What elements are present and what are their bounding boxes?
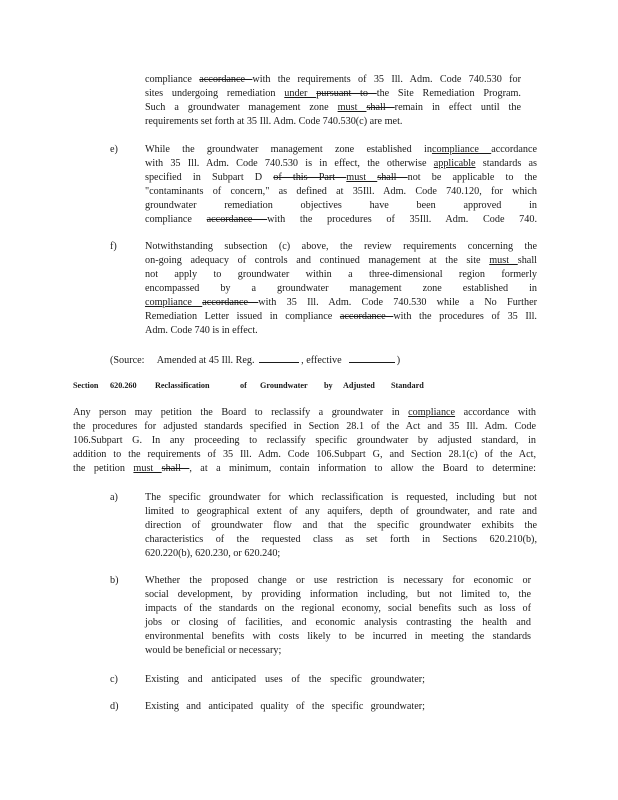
source-close: ) (396, 355, 401, 366)
text-run: Notwithstanding subsection (c) above, the review requirements concerning the (145, 241, 537, 252)
text-run: 620.220(b), 620.230, or 620.240; (145, 548, 281, 559)
text-line (145, 199, 537, 213)
text-line (73, 448, 536, 462)
inserted-text: must (489, 255, 518, 266)
text-line (145, 73, 521, 87)
text-run: Any person may petition the Board to reclassify a groundwater in (73, 407, 409, 418)
text-line (145, 547, 280, 561)
text-line (145, 143, 537, 157)
text-run: Remediation Letter issued in compliance (145, 311, 340, 322)
text-run: , at a minimum, contain information to allow the Board to determine: (189, 463, 536, 474)
text-run: social development, by providing information including, but not limited to, the (145, 589, 531, 600)
text-run: "contaminants of concern," as defined at 35Ill. Adm. Code 740.120, for which (145, 186, 537, 197)
text-run: Existing and anticipated uses of the specific groundwater; (145, 674, 425, 685)
text-run: not apply to groundwater within a three-dimensional region formerly (145, 269, 537, 280)
text-line (73, 420, 536, 434)
text-run: 106.Subpart G. In any proceeding to reclassify specific groundwater by adjusted standard, in (73, 435, 536, 446)
text-line (145, 282, 537, 296)
item-c-marker: c) (110, 674, 118, 685)
text-run: sites undergoing remediation (145, 88, 285, 99)
deleted-text: of this Part (273, 172, 347, 183)
text-line (145, 700, 425, 714)
text-line (145, 101, 521, 115)
inserted-text: compliance (431, 144, 492, 155)
text-run: the procedures for adjusted standards specified in Section 28.1 of the Act and 35 Ill. Adm. Code (73, 421, 536, 432)
deleted-text: shall (377, 172, 408, 183)
text-run: encompassed by a groundwater management zone established in (145, 283, 537, 294)
item-b-marker: b) (110, 575, 119, 586)
text-run: Whether the proposed change or use restriction is necessary for economic or (145, 575, 531, 586)
inserted-text: under (284, 88, 317, 99)
deleted-text: accordance (202, 297, 259, 308)
text-line (145, 324, 258, 338)
text-line (145, 185, 537, 199)
text-run: the petition (73, 463, 134, 474)
inserted-text: must (337, 102, 367, 113)
text-line (145, 644, 281, 658)
text-line (145, 115, 402, 129)
text-run: remain in effect until the (394, 102, 521, 113)
text-line (73, 462, 536, 476)
text-line (145, 602, 531, 616)
text-run: accordance (491, 144, 537, 155)
deleted-text: accordance (206, 214, 268, 225)
item-a-marker: a) (110, 492, 118, 503)
text-run: environmental benefits with costs likely to be incurred in meeting the standards (145, 631, 531, 642)
text-run: requirements set forth at 35 Ill. Adm. Code 740.530(c) are met. (145, 116, 403, 127)
text-line (145, 296, 537, 310)
text-run: standards as (475, 158, 538, 169)
text-run: the Site Remediation Program. (376, 88, 521, 99)
text-run: addition to the requirements of 35 Ill. Adm. Code 106.Subpart G, and Section 28.1(c) of the Act, (73, 449, 536, 460)
text-run: direction of groundwater flow and that the specific groundwater exhibits the (145, 520, 537, 531)
deleted-text: shall (366, 102, 395, 113)
inserted-text: compliance (408, 407, 456, 418)
text-run: Adm. Code 740 is in effect. (145, 325, 258, 336)
text-run: Such a groundwater management zone (145, 102, 338, 113)
text-line (145, 519, 537, 533)
inserted-text: compliance (145, 297, 203, 308)
deleted-text: accordance (339, 311, 394, 322)
item-e-marker: e) (110, 144, 118, 155)
text-run: While the groundwater management zone established in (145, 144, 432, 155)
text-line (145, 616, 531, 630)
text-run: characteristics of the requested class as set forth in Sections 620.210(b), (145, 534, 537, 545)
section-title-word-3: Groundwater (260, 381, 308, 390)
text-run: with the procedures of 35 Ill. (393, 311, 537, 322)
text-line (145, 254, 537, 268)
inserted-text: must (346, 172, 378, 183)
section-title-word-4: by (324, 381, 333, 390)
text-line (145, 673, 425, 687)
text-run: not be applicable to the (407, 172, 537, 183)
text-run: limited to geographical extent of any aquifers, depth of groundwater, and rate and (145, 506, 537, 517)
text-line (145, 491, 537, 505)
item-d-marker: d) (110, 701, 119, 712)
text-line (73, 434, 536, 448)
text-run: with 35 Ill. Adm. Code 740.530 is in effect, the otherwise (145, 158, 434, 169)
register-page-blank (259, 352, 299, 363)
text-run: compliance (145, 214, 207, 225)
text-run: with the requirements of 35 Ill. Adm. Code 740.530 for (252, 74, 521, 85)
text-line (145, 533, 537, 547)
text-line (145, 240, 537, 254)
text-run: impacts of the standards on the regional economy, social benefits such as loss of (145, 603, 531, 614)
text-line (145, 157, 537, 171)
text-line (145, 588, 531, 602)
text-run: shall (517, 255, 537, 266)
text-line (73, 406, 536, 420)
deleted-text: shall (161, 463, 190, 474)
text-line (145, 268, 537, 282)
text-run: compliance (145, 74, 200, 85)
source-effective: , effective (301, 355, 342, 366)
text-line (145, 574, 531, 588)
text-run: The specific groundwater for which reclassification is requested, including but not (145, 492, 537, 503)
text-run: would be beneficial or necessary; (145, 645, 282, 656)
section-title-word-5: Adjusted (343, 381, 375, 390)
section-number: 620.260 (110, 381, 137, 390)
section-label: Section (73, 381, 99, 390)
section-title-word-1: Reclassification (155, 381, 210, 390)
text-line (145, 310, 537, 324)
source-amended: Amended at 45 Ill. Reg. (156, 355, 255, 366)
inserted-text: must (133, 463, 162, 474)
text-run: with 35 Ill. Adm. Code 740.530 while a No Further (258, 297, 538, 308)
text-run: groundwater remediation objectives have been approved in (145, 200, 537, 211)
deleted-text: pursuant (316, 88, 361, 99)
text-run: on-going adequacy of controls and continued management at the site (145, 255, 490, 266)
text-line (145, 87, 521, 101)
inserted-text: applicable (433, 158, 476, 169)
text-run: specified in Subpart D (145, 172, 274, 183)
text-line (145, 213, 537, 227)
deleted-text: accordance (199, 74, 253, 85)
text-run: with the procedures of 35Ill. Adm. Code 740. (267, 214, 538, 225)
source-label: (Source: (110, 355, 145, 366)
text-run: accordance with (455, 407, 536, 418)
text-line (145, 171, 537, 185)
text-run: jobs or closing of facilities, and economic analysis contrasting the health and (145, 617, 531, 628)
source-note (110, 352, 400, 368)
item-f-marker: f) (110, 241, 117, 252)
text-run: Existing and anticipated quality of the specific groundwater; (145, 701, 425, 712)
effective-date-blank (349, 352, 395, 363)
section-title-word-2: of (240, 381, 247, 390)
text-line (145, 505, 537, 519)
section-title-word-6: Standard (391, 381, 424, 390)
deleted-text: to (360, 88, 377, 99)
text-line (145, 630, 531, 644)
